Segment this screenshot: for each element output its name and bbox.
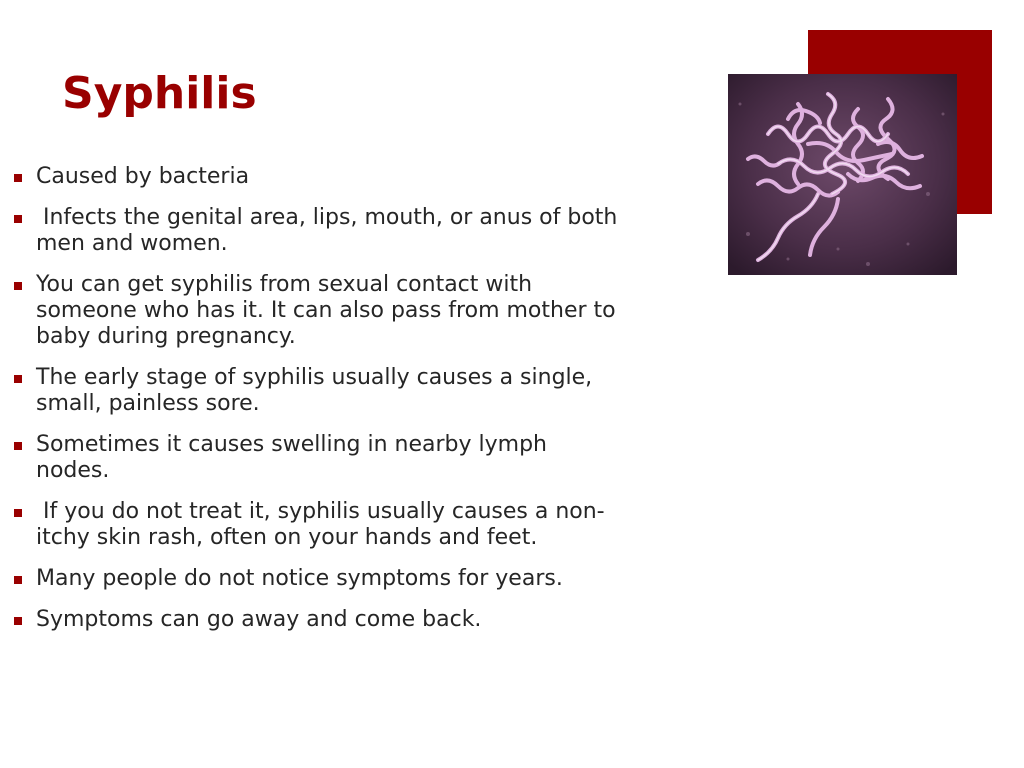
bullet-item — [12, 365, 724, 417]
bullet-text: Sometimes it causes swelling in nearby lymph nodes. — [36, 432, 547, 483]
bacteria-micrograph-image — [728, 74, 957, 275]
square-bullet-icon — [14, 174, 22, 182]
square-bullet-icon — [14, 375, 22, 383]
bullet-item — [12, 499, 724, 551]
square-bullet-icon — [14, 442, 22, 450]
square-bullet-icon — [14, 576, 22, 584]
bullet-text: The early stage of syphilis usually causes a single, small, painless sore. — [36, 365, 593, 416]
bullet-text: Infects the genital area, lips, mouth, or anus of both men and women. — [36, 205, 618, 256]
bullet-list — [12, 164, 724, 648]
square-bullet-icon — [14, 617, 22, 625]
bullet-item — [12, 607, 724, 633]
bullet-text: You can get syphilis from sexual contact with someone who has it. It can also pass from mother to baby during pregnancy. — [36, 272, 616, 349]
bullet-text: Many people do not notice symptoms for years. — [36, 566, 563, 591]
bullet-item — [12, 164, 724, 190]
square-bullet-icon — [14, 282, 22, 290]
square-bullet-icon — [14, 215, 22, 223]
bullet-text: Symptoms can go away and come back. — [36, 607, 482, 632]
bullet-item — [12, 272, 724, 350]
slide-title: Syphilis — [62, 68, 257, 119]
bullet-item — [12, 205, 724, 257]
bullet-text: If you do not treat it, syphilis usually causes a non- itchy skin rash, often on your hands and feet. — [36, 499, 605, 550]
square-bullet-icon — [14, 509, 22, 517]
bullet-item — [12, 566, 724, 592]
bullet-item — [12, 432, 724, 484]
bullet-text: Caused by bacteria — [36, 164, 250, 189]
